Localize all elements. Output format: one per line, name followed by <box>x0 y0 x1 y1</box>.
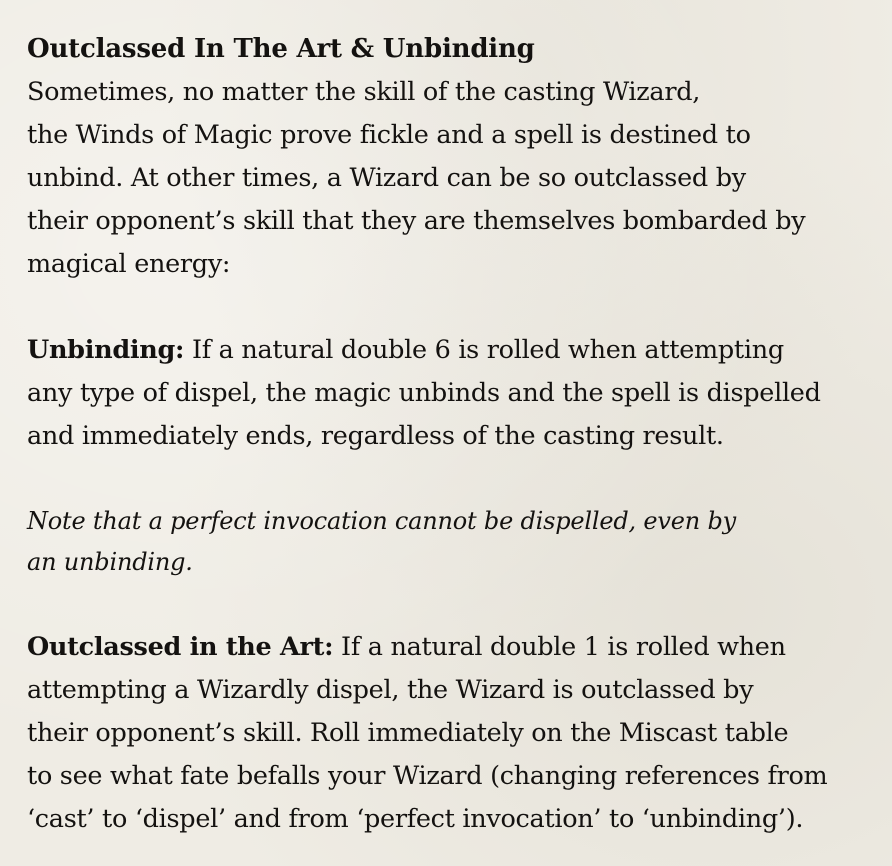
text-line: attempting a Wizardly dispel, the Wizard is outclassed by <box>27 675 754 705</box>
text-line <box>27 329 872 372</box>
outclassed-term: Outclassed in the Art: <box>27 632 334 662</box>
text-line: ‘cast’ to ‘dispel’ and from ‘perfect invocation’ to ‘unbinding’). <box>27 804 804 834</box>
text-line <box>27 626 872 669</box>
text-line: an unbinding. <box>27 548 193 576</box>
outclassed-paragraph <box>27 626 872 841</box>
note-paragraph <box>27 501 872 583</box>
intro-paragraph <box>27 71 872 286</box>
outclassed-text: If a natural double 1 is rolled when <box>333 632 786 662</box>
text-line: the Winds of Magic prove fickle and a spell is destined to <box>27 120 751 150</box>
text-line: magical energy: <box>27 249 231 279</box>
section-title: Outclassed In The Art & Unbinding <box>27 34 535 64</box>
text-line: any type of dispel, the magic unbinds and the spell is dispelled <box>27 378 821 408</box>
text-line: their opponent’s skill. Roll immediately on the Miscast table <box>27 718 789 748</box>
text-line: Sometimes, no matter the skill of the casting Wizard, <box>27 77 701 107</box>
text-line: and immediately ends, regardless of the casting result. <box>27 421 724 451</box>
text-line: Note that a perfect invocation cannot be dispelled, even by <box>27 507 736 535</box>
text-line: to see what fate befalls your Wizard (changing references from <box>27 761 828 791</box>
unbinding-paragraph <box>27 329 872 458</box>
unbinding-text: If a natural double 6 is rolled when attempting <box>184 335 784 365</box>
text-line: unbind. At other times, a Wizard can be so outclassed by <box>27 163 746 193</box>
text-line: their opponent’s skill that they are themselves bombarded by <box>27 206 806 236</box>
unbinding-term: Unbinding: <box>27 335 185 365</box>
